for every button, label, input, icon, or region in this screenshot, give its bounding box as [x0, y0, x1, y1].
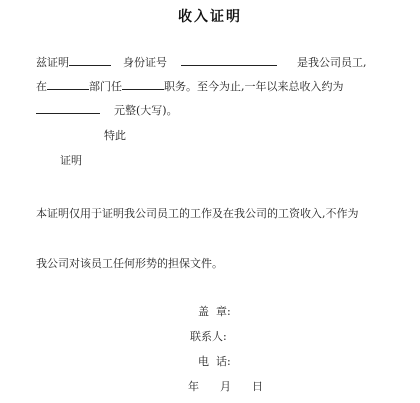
- position-blank: [122, 80, 164, 90]
- certify-lead-text: 兹证明: [36, 56, 69, 69]
- disclaimer-line-2: 我公司对该员工任何形势的担保文件。: [36, 257, 223, 270]
- special-text: 特此: [104, 129, 126, 142]
- certify-line-2: [36, 80, 344, 94]
- department-lead-text: 在: [36, 80, 47, 93]
- seal-label: 盖 章:: [198, 305, 231, 318]
- phone-label: 电 话:: [198, 355, 231, 368]
- certify-text: 证明: [60, 154, 82, 167]
- department-label: 部门任: [89, 80, 122, 93]
- document-title: 收入证明: [178, 9, 242, 25]
- certify-line-1: [36, 56, 367, 70]
- income-statement-text: 职务。至今为止,一年以来总收入约为: [164, 80, 344, 93]
- date-label: 年 月 日: [188, 380, 263, 393]
- department-blank: [47, 80, 89, 90]
- contact-label: 联系人:: [190, 330, 227, 343]
- employee-status-text: 是我公司员工,: [297, 56, 367, 69]
- certify-line-3: [36, 104, 178, 118]
- id-number-blank: [181, 56, 277, 66]
- amount-uppercase-text: 元整(大写)。: [114, 104, 178, 117]
- amount-blank: [36, 104, 100, 114]
- name-blank: [69, 56, 111, 66]
- disclaimer-line-1: 本证明仅用于证明我公司员工的工作及在我公司的工资收入,不作为: [36, 207, 359, 220]
- id-number-label: 身份证号: [123, 56, 167, 69]
